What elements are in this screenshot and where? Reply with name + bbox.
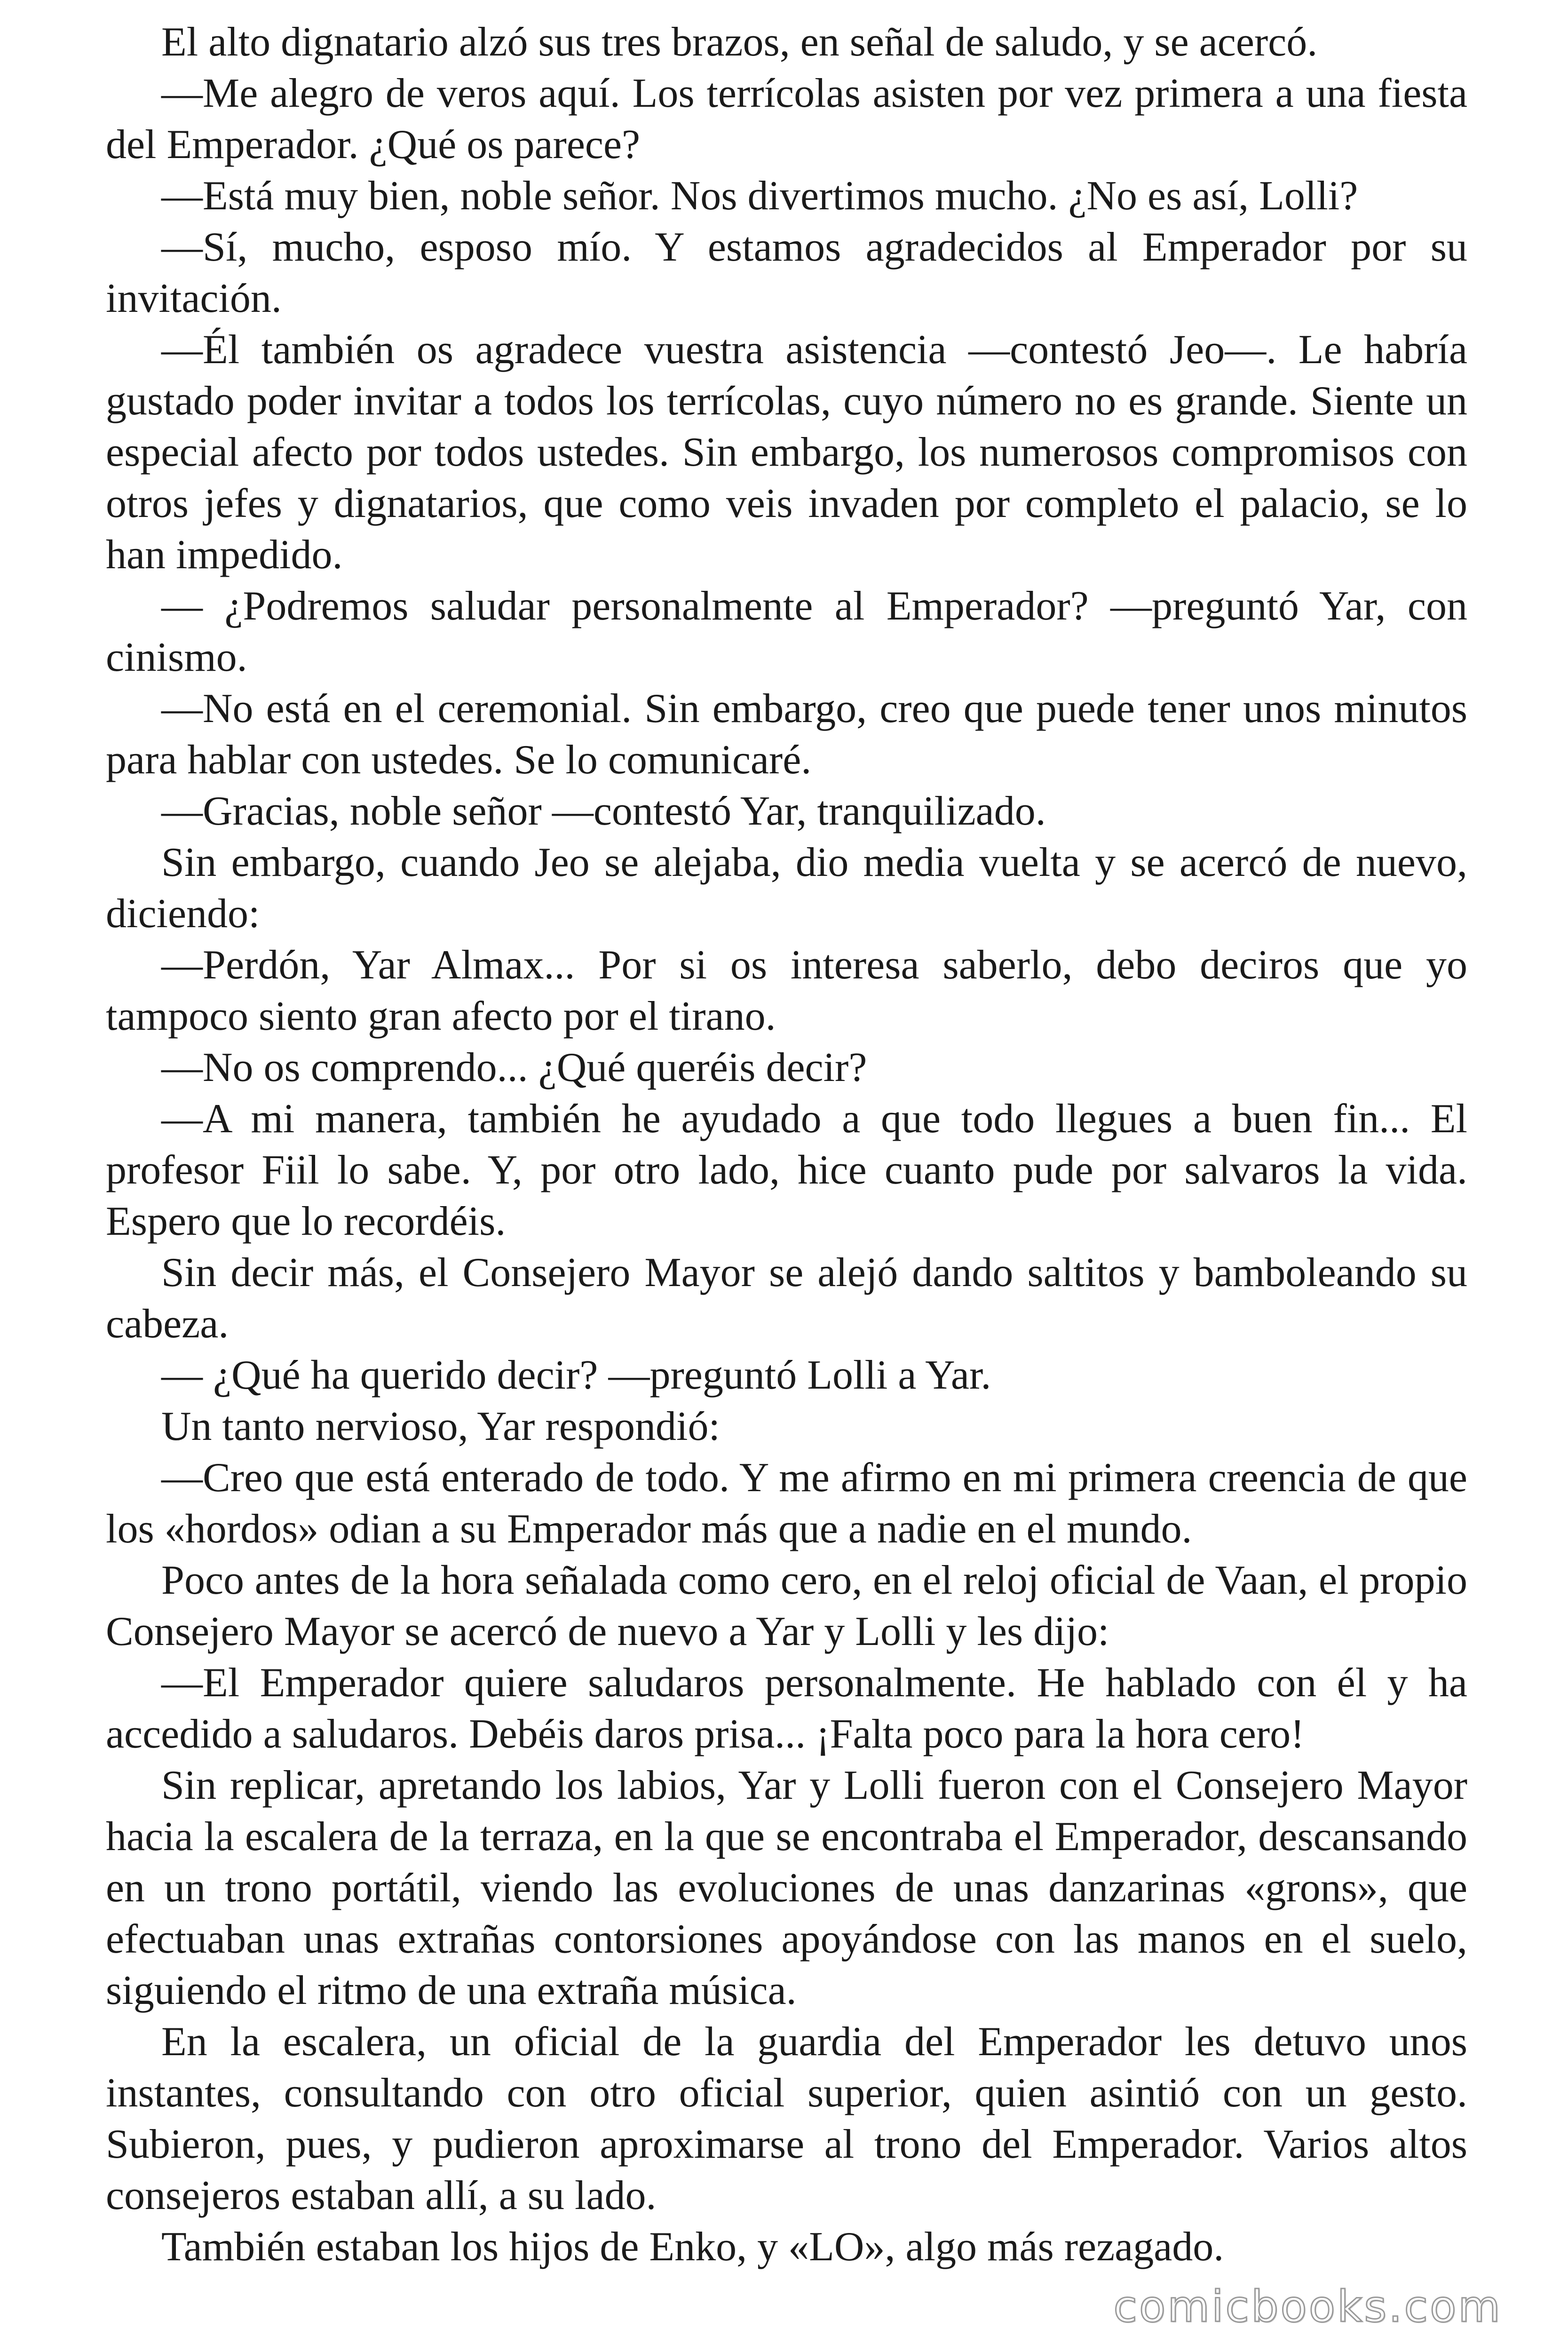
paragraph: —Perdón, Yar Almax... Por si os interesa saberlo, debo deciros que yo tampoco siento gran afecto por el tirano. <box>106 942 1467 1039</box>
paragraph: —Gracias, noble señor —contestó Yar, tranquilizado. <box>161 788 1046 834</box>
paragraph: —Está muy bien, noble señor. Nos divertimos mucho. ¿No es así, Lolli? <box>161 173 1358 219</box>
paragraph: — ¿Podremos saludar personalmente al Emperador? —preguntó Yar, con cinismo. <box>106 583 1467 680</box>
paragraph: Un tanto nervioso, Yar respondió: <box>161 1404 720 1449</box>
paragraph: Sin embargo, cuando Jeo se alejaba, dio media vuelta y se acercó de nuevo, diciendo: <box>106 840 1467 937</box>
paragraph: —Me alegro de veros aquí. Los terrícolas asisten por vez primera a una fiesta del Emperador. ¿Qué os parece? <box>106 71 1467 167</box>
paragraph: El alto dignatario alzó sus tres brazos, en señal de saludo, y se acercó. <box>161 19 1318 65</box>
paragraph: También estaban los hijos de Enko, y «LO», algo más rezagado. <box>161 2224 1224 2270</box>
paragraph: Sin replicar, apretando los labios, Yar y Lolli fueron con el Consejero Mayor hacia la escalera de la terraza, en la que se encontraba el Emperador, descansando en un trono portátil, viendo las evoluciones de unas danzarinas «grons», que efectuaban unas extrañas contorsiones apoyándose con las manos en el suelo, siguiendo el ritmo de una extraña música. <box>106 1763 1467 2013</box>
paragraph: —A mi manera, también he ayudado a que todo llegues a buen fin... El profesor Fiil lo sabe. Y, por otro lado, hice cuanto pude por salvaros la vida. Espero que lo recordéis. <box>106 1096 1467 1244</box>
paragraph: Poco antes de la hora señalada como cero, en el reloj oficial de Vaan, el propio Consejero Mayor se acercó de nuevo a Yar y Lolli y les dijo: <box>106 1557 1467 1654</box>
paragraph: —No os comprendo... ¿Qué queréis decir? <box>161 1045 867 1090</box>
paragraph: —Él también os agradece vuestra asistencia —contestó Jeo—. Le habría gustado poder invitar a todos los terrícolas, cuyo número no es grande. Siente un especial afecto por todos ustedes. Sin embargo, los numerosos compromisos con otros jefes y dignatarios, que como veis invaden por completo el palacio, se lo han impedido. <box>106 327 1467 578</box>
paragraph: — ¿Qué ha querido decir? —preguntó Lolli a Yar. <box>161 1352 991 1398</box>
watermark: comicbooks.com <box>1113 2281 1502 2332</box>
paragraph: —Creo que está enterado de todo. Y me afirmo en mi primera creencia de que los «hordos» odian a su Emperador más que a nadie en el mundo. <box>106 1455 1467 1552</box>
document-body <box>106 16 1467 2273</box>
paragraph: Sin decir más, el Consejero Mayor se alejó dando saltitos y bamboleando su cabeza. <box>106 1250 1467 1347</box>
paragraph: —No está en el ceremonial. Sin embargo, creo que puede tener unos minutos para hablar con ustedes. Se lo comunicaré. <box>106 686 1467 783</box>
paragraph: —El Emperador quiere saludaros personalmente. He hablado con él y ha accedido a saludaros. Debéis daros prisa... ¡Falta poco para la hora cero! <box>106 1660 1467 1757</box>
paragraph: En la escalera, un oficial de la guardia del Emperador les detuvo unos instantes, consultando con otro oficial superior, quien asintió con un gesto. Subieron, pues, y pudieron aproximarse al trono del Emperador. Varios altos consejeros estaban allí, a su lado. <box>106 2019 1467 2218</box>
paragraph: —Sí, mucho, esposo mío. Y estamos agradecidos al Emperador por su invitación. <box>106 224 1467 321</box>
